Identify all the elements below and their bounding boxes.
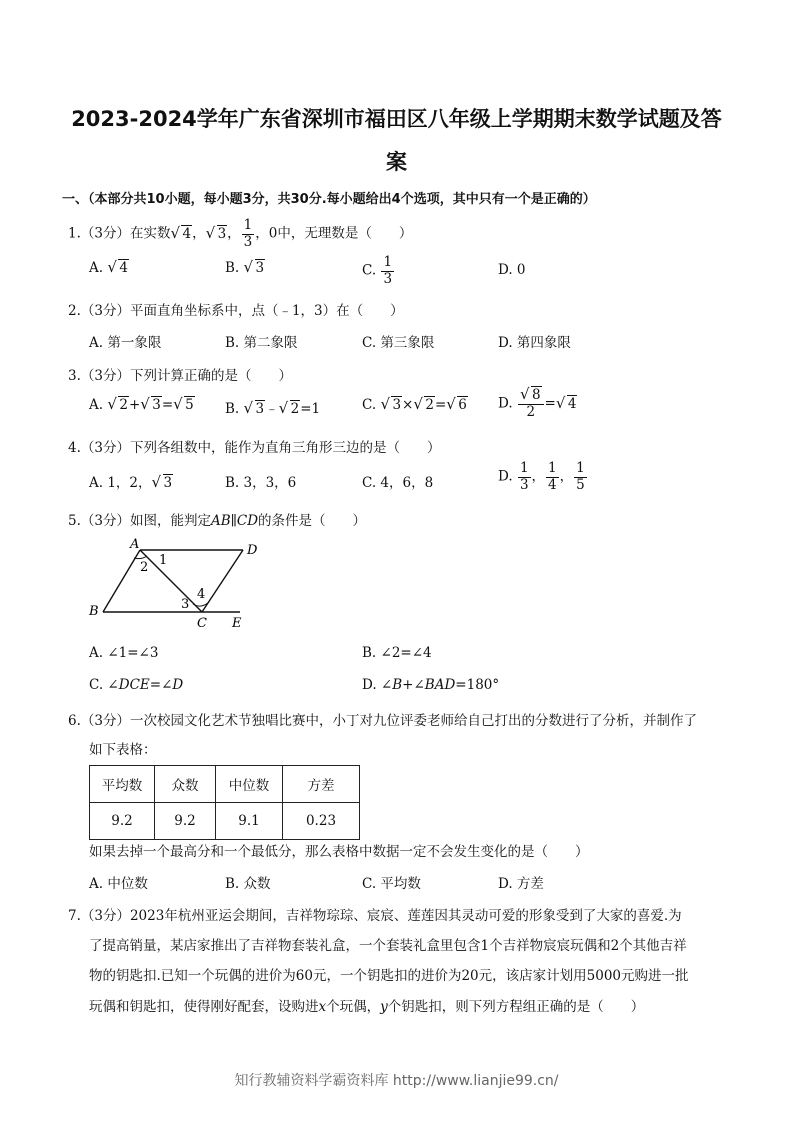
question-3-stem: 3.（3分）下列计算正确的是（ ） bbox=[68, 368, 292, 384]
angle-1-label: 1 bbox=[159, 553, 168, 568]
q3-option-d: D. √ $\frac{8}{2}$ =√ 4 bbox=[498, 389, 577, 419]
q2-option-b: B. 第二象限 bbox=[225, 335, 298, 351]
q1-option-b: B. √ 3 bbox=[225, 260, 265, 276]
q5-option-d: D. ∠B+∠BAD=180° bbox=[362, 677, 500, 693]
question-7-line-2: 了提高销量，某店家推出了吉祥物套装礼盒，一个套装礼盒里包含1个吉祥物宸宸玩偶和2个其他吉祥 bbox=[89, 938, 687, 954]
q6-option-a: A. 中位数 bbox=[89, 876, 148, 892]
point-b-label: B bbox=[89, 604, 99, 619]
statistics-table bbox=[89, 765, 360, 840]
q1-option-c: C. $\frac{1}{3}$ bbox=[362, 254, 393, 287]
point-a-label: A bbox=[130, 537, 140, 552]
q6-option-d: D. 方差 bbox=[498, 876, 544, 892]
table-header-cell: 中位数 bbox=[216, 766, 283, 803]
question-4-stem: 4.（3分）下列各组数中，能作为直角三角形三边的是（ ） bbox=[68, 440, 441, 456]
table-cell: 9.2 bbox=[155, 803, 216, 840]
q3-option-c: C. √ 3×√ 2=√ 6 bbox=[362, 397, 468, 413]
page-title: 2023-2024学年广东省深圳市福田区八年级上学期期末数学试题及答 bbox=[71, 107, 722, 131]
q1-option-d: D. 0 bbox=[498, 262, 526, 278]
angle-4-label: 4 bbox=[197, 587, 206, 602]
table-row bbox=[90, 803, 360, 840]
angle-2-label: 2 bbox=[140, 560, 149, 575]
q2-option-a: A. 第一象限 bbox=[89, 335, 162, 351]
q6-option-b: B. 众数 bbox=[225, 876, 271, 892]
question-7-line-1: 7.（3分）2023年杭州亚运会期间，吉祥物琮琮、宸宸、莲莲因其灵动可爱的形象受到了大家的喜爱.为 bbox=[68, 908, 682, 924]
question-1-stem: 1.（3分）在实数√ 4，√ 3， $\frac{1}{3}$ ，0中，无理数是（ ） bbox=[68, 219, 412, 249]
section-header: 一、（本部分共10小题，每小题3分，共30分.每小题给出4个选项，其中只有一个是正确的） bbox=[62, 192, 596, 207]
table-cell: 0.23 bbox=[283, 803, 360, 840]
question-6-stem: 6.（3分）一次校园文化艺术节独唱比赛中，小丁对九位评委老师给自己打出的分数进行了分析，并制作了 bbox=[68, 713, 697, 729]
angle-3-label: 3 bbox=[181, 597, 190, 612]
question-2-stem: 2.（3分）平面直角坐标系中，点（﹣1，3）在（ ） bbox=[68, 303, 404, 319]
q3-option-a: A. √ 2+√ 3=√ 5 bbox=[89, 397, 195, 413]
q5-option-b: B. ∠2=∠4 bbox=[362, 645, 432, 661]
q5-option-c: C. ∠DCE=∠D bbox=[89, 677, 184, 693]
table-header-cell: 方差 bbox=[283, 766, 360, 803]
q4-option-d: D. $\frac{1}{3}$ ， $\frac{1}{4}$ ， $\frac{1}{5}$ bbox=[498, 460, 585, 493]
q6-option-c: C. 平均数 bbox=[362, 876, 421, 892]
question-7-line-3: 物的钥匙扣.已知一个玩偶的进价为60元，一个钥匙扣的进价为20元，该店家计划用5000元购进一批 bbox=[89, 968, 689, 984]
q4-option-c: C. 4，6，8 bbox=[362, 475, 434, 491]
table-cell: 9.2 bbox=[90, 803, 155, 840]
question-6-stem-3: 如果去掉一个最高分和一个最低分，那么表格中数据一定不会发生变化的是（ ） bbox=[89, 844, 589, 860]
point-c-label: C bbox=[197, 616, 207, 631]
table-header-row bbox=[90, 766, 360, 803]
q4-option-b: B. 3，3，6 bbox=[225, 475, 297, 491]
point-e-label: E bbox=[232, 616, 242, 631]
question-5-stem: 5.（3分）如图，能判定AB∥CD的条件是（ ） bbox=[68, 513, 367, 529]
question-6-stem-2: 如下表格： bbox=[89, 742, 157, 758]
question-7-line-4: 玩偶和钥匙扣，使得刚好配套，设购进x个玩偶，y个钥匙扣，则下列方程组正确的是（ ） bbox=[89, 999, 645, 1015]
q4-option-a: A. 1，2，√ 3 bbox=[89, 471, 173, 491]
table-header-cell: 众数 bbox=[155, 766, 216, 803]
table-header-cell: 平均数 bbox=[90, 766, 155, 803]
q5-option-a: A. ∠1=∠3 bbox=[89, 645, 159, 661]
table-cell: 9.1 bbox=[216, 803, 283, 840]
q2-option-d: D. 第四象限 bbox=[498, 335, 571, 351]
q1-option-a: A. √ 4 bbox=[89, 260, 129, 276]
q2-option-c: C. 第三象限 bbox=[362, 335, 435, 351]
footer-watermark: 知行教辅资料学霸资料库 http://www.lianjie99.cn/ bbox=[234, 1073, 559, 1089]
point-d-label: D bbox=[247, 543, 258, 558]
q3-option-b: B. √ 3﹣√ 2=1 bbox=[225, 397, 320, 417]
parallelogram-figure bbox=[85, 535, 265, 635]
page-title-continued: 案 bbox=[386, 150, 407, 174]
